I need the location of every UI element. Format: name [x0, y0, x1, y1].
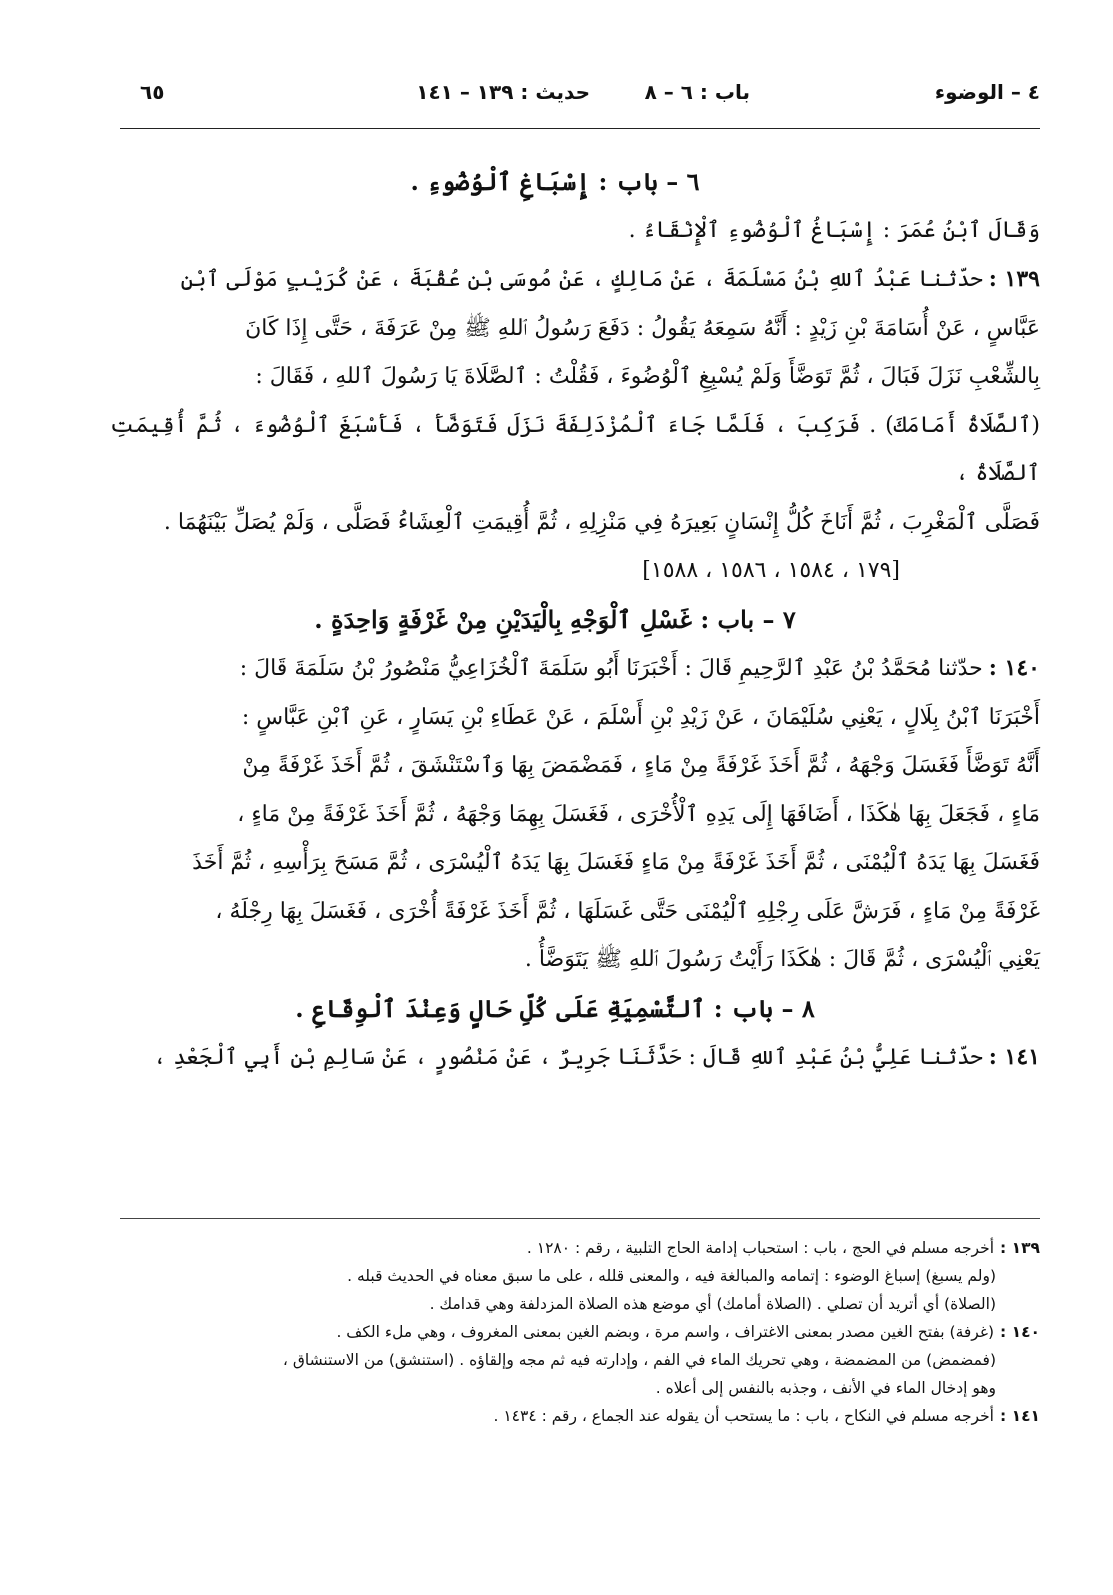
footnote-text: أخرجه مسلم في النكاح ، باب : ما يستحب أن يقوله عند الجماع ، رقم : ١٤٣٤ .: [493, 1407, 994, 1425]
hadith-141-first-line: [110, 1033, 1040, 1083]
text-line: عَبَّاسٍ ، عَنْ أُسَامَةَ بْنِ زَيْدٍ : أَنَّهُ سَمِعَهُ يَقُولُ : دَفَعَ رَسُولُ ٱللهِ ﷺ مِنْ عَرَفَةَ ، حَتَّى إِذَا كَانَ: [245, 315, 1040, 341]
footnote-text: (غرفة) بفتح الغين مصدر بمعنى الاغتراف ، واسم مرة ، وبضم الغين بمعنى المغروف ، وهي ملء الكف .: [336, 1323, 994, 1341]
header-divider: [120, 128, 1040, 129]
chapter-title: ٤ – الوضوء: [934, 80, 1040, 104]
text-line: مَاءٍ ، فَجَعَلَ بِهَا هٰكَذَا ، أَضَافَهَا إِلَى يَدِهِ ٱلْأُخْرَى ، فَغَسَلَ بِهِمَا وَجْهَهُ ، ثُمَّ أَخَذَ غَرْفَةً مِنْ مَاءٍ ،: [237, 801, 1040, 827]
chapter-heading-6: ٦ – باب : إِسْبَاغِ ٱلْوُضُوءِ .: [410, 167, 700, 196]
chapter-heading-7: ٧ – باب : غَسْلِ ٱلْوَجْهِ بِالْيَدَيْنِ مِنْ غَرْفَةٍ وَاحِدَةٍ .: [314, 604, 796, 634]
text-line: غَرْفَةً مِنْ مَاءٍ ، فَرَشَّ عَلَى رِجْلِهِ ٱلْيُمْنَى حَتَّى غَسَلَهَا ، ثُمَّ أَخَذَ غَرْفَةً أُخْرَى ، فَغَسَلَ بِهَا رِجْلَهُ ،: [215, 898, 1040, 924]
footnotes: [120, 1234, 1040, 1430]
text-line: فَصَلَّى ٱلْمَغْرِبَ ، ثُمَّ أَنَاخَ كُلُّ إِنْسَانٍ بَعِيرَهُ فِي مَنْزِلِهِ ، ثُمَّ أُقِيمَتِ ٱلْعِشَاءُ فَصَلَّى ، وَلَمْ يُصَلِّ بَيْنَهُمَا .: [163, 509, 1040, 535]
hadith-number: ١٤١ :: [988, 1044, 1040, 1070]
cross-references: [١٧٩ ، ١٥٨٤ ، ١٥٨٦ ، ١٥٨٨]: [642, 558, 900, 583]
footnote-text: أخرجه مسلم في الحج ، باب : استحباب إدامة الحاج التلبية ، رقم : ١٢٨٠ .: [526, 1239, 994, 1257]
footnote-text: وهو إدخال الماء في الأنف ، وجذبه بالنفس إلى أعلاه .: [655, 1379, 996, 1397]
footnote-divider: [120, 1218, 1040, 1219]
chapter-heading-8: ٨ – باب : ٱلتَّسْمِيَةِ عَلَى كُلِّ حَالٍ وَعِنْدَ ٱلْوِقَاعِ .: [295, 993, 815, 1023]
footnote-number: ١٤٠ :: [1000, 1323, 1040, 1341]
footnote-text: (ولم يسبغ) إسباغ الوضوء : إتمامه والمبالغة فيه ، والمعنى قلله ، على ما سبق معناه في الحديث قبله .: [347, 1267, 996, 1285]
footnote-141: [120, 1402, 1040, 1430]
main-text: [110, 158, 1040, 1083]
hadith-range: حديث : ١٣٩ – ١٤١: [416, 80, 590, 104]
running-header: [120, 80, 1040, 116]
hadith-number: ١٣٩ :: [988, 266, 1040, 292]
footnote-number: ١٣٩ :: [1000, 1239, 1040, 1257]
footnote-140: [120, 1318, 1040, 1402]
footnote-139: [120, 1234, 1040, 1318]
text-line: حدّثنا مُحَمَّدُ بْنُ عَبْدِ ٱلرَّحِيمِ قَالَ : أَخْبَرَنَا أَبُو سَلَمَةَ ٱلْخُزَاعِيُّ مَنْصُورُ بْنُ سَلَمَةَ قَالَ :: [239, 656, 983, 681]
page-number: ٦٥: [140, 80, 165, 104]
hadith-140-first-line: [110, 644, 1040, 694]
hadith-number: ١٤٠ :: [988, 655, 1040, 681]
hadith-139-first-line: [110, 255, 1040, 305]
footnote-text: (فمضمض) من المضمضة ، وهي تحريك الماء في الفم ، وإدارته فيه ثم مجه وإلقاؤه . (استنشق) من الاستنشاق ،: [282, 1351, 996, 1369]
text-line: بِالشِّعْبِ نَزَلَ فَبَالَ ، ثُمَّ تَوَضَّأَ وَلَمْ يُسْبِغِ ٱلْوُضُوءَ ، فَقُلْتُ : ٱلصَّلَاةَ يَا رَسُولَ ٱللهِ ، فَقَالَ :: [255, 364, 1040, 389]
text-line: (ٱلصَّلَاةُ أَمَامَكَ) . فَرَكِبَ ، فَلَمَّا جَاءَ ٱلْمُزْدَلِفَةَ نَزَلَ فَتَوَضَّأَ ، فَأَسْبَغَ ٱلْوُضُوءَ ، ثُمَّ أُقِيمَتِ ٱلصَّلَاةُ ،: [110, 412, 1040, 486]
text-line: فَغَسَلَ بِهَا يَدَهُ ٱلْيُمْنَى ، ثُمَّ أَخَذَ غَرْفَةً مِنْ مَاءٍ فَغَسَلَ بِهَا يَدَهُ ٱلْيُسْرَى ، ثُمَّ مَسَحَ بِرَأْسِهِ ، ثُمَّ أَخَذَ: [192, 850, 1040, 875]
footnote-text: (الصلاة) أي أتريد أن تصلي . (الصلاة أمامك) أي موضع هذه الصلاة المزدلفة وهي قدامك .: [429, 1295, 996, 1313]
footnote-number: ١٤١ :: [1000, 1407, 1040, 1425]
text-line: أَنَّهُ تَوَضَّأَ فَغَسَلَ وَجْهَهُ ، ثُمَّ أَخَذَ غَرْفَةً مِنْ مَاءٍ ، فَمَضْمَضَ بِهَا وَٱسْتَنْشَقَ ، ثُمَّ أَخَذَ غَرْفَةً مِنْ: [242, 753, 1040, 778]
bab-range: باب : ٦ – ٨: [644, 80, 750, 104]
text-line: حدّثنا عَلِيُّ بْنُ عَبْدِ ٱللهِ قَالَ : حَدَّثَنَا جَرِيرٌ ، عَنْ مَنْصُورٍ ، عَنْ سَالِمِ بْنِ أَبِي ٱلْجَعْدِ ،: [153, 1045, 983, 1070]
text-line: وَقَالَ ٱبْنُ عُمَرَ : إِسْبَاغُ ٱلْوُضُوءِ ٱلْإِنْقَاءُ .: [628, 217, 1040, 243]
text-line: أَخْبَرَنَا ٱبْنُ بِلَالٍ ، يَعْنِي سُلَيْمَانَ ، عَنْ زَيْدِ بْنِ أَسْلَمَ ، عَنْ عَطَاءِ بْنِ يَسَارٍ ، عَنِ ٱبْنِ عَبَّاسٍ :: [241, 704, 1040, 730]
text-line: يَعْنِي ٱلْيُسْرَى ، ثُمَّ قَالَ : هٰكَذَا رَأَيْتُ رَسُولَ ٱللهِ ﷺ يَتَوَضَّأُ .: [524, 947, 1040, 972]
text-line: حدّثنا عَبْدُ ٱللهِ بْنُ مَسْلَمَةَ ، عَنْ مَالِكٍ ، عَنْ مُوسَى بْنِ عُقْبَةَ ، عَنْ كُرَيْبٍ مَوْلَى ٱبْنِ: [180, 267, 983, 292]
